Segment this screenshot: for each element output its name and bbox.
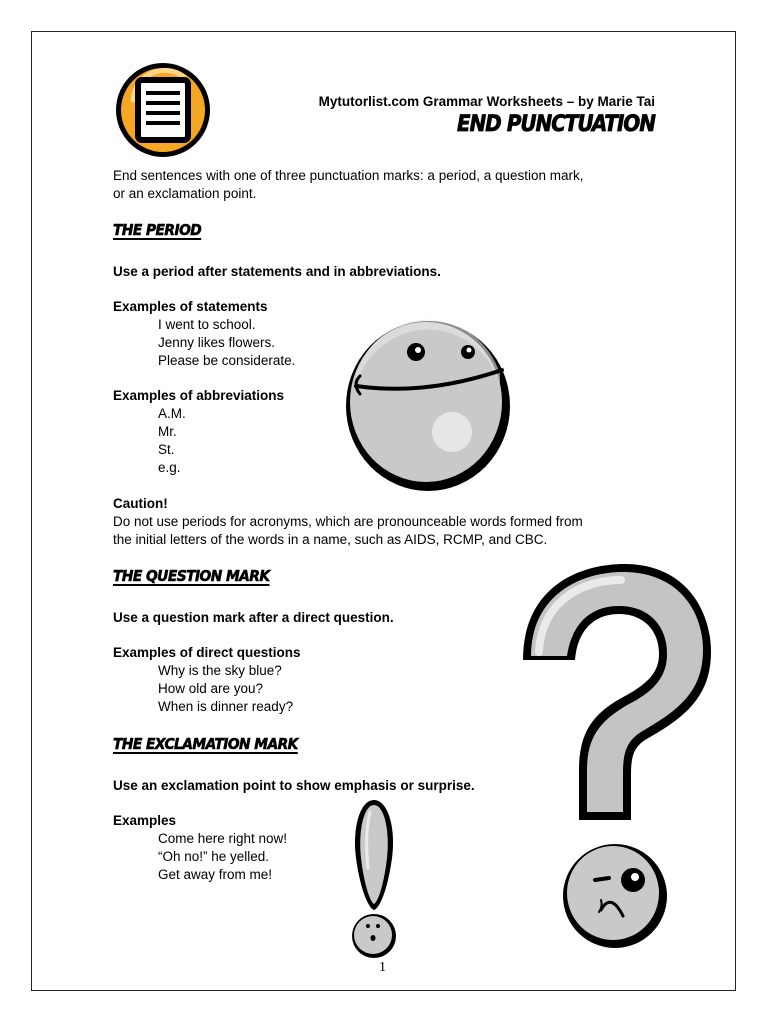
- exclamation-mark-character-icon: [348, 798, 400, 960]
- statement-example: Please be considerate.: [158, 353, 296, 368]
- document-logo-icon: [113, 60, 213, 160]
- statement-example: Jenny likes flowers.: [158, 335, 276, 350]
- statement-example: I went to school.: [158, 317, 256, 332]
- exclamation-heading: THE EXCLAMATION MARK: [113, 735, 298, 753]
- exclamation-example: “Oh no!” he yelled.: [158, 849, 270, 864]
- exclamation-rule: Use an exclamation point to show emphasis or surprise.: [113, 778, 475, 793]
- question-examples-label: Examples of direct questions: [113, 645, 301, 660]
- exclamation-examples-label: Examples: [113, 813, 177, 828]
- question-rule: Use a question mark after a direct question.: [113, 610, 394, 625]
- period-rule: Use a period after statements and in abbreviations.: [113, 264, 441, 279]
- question-example: How old are you?: [158, 681, 264, 696]
- caution-line-2: the initial letters of the words in a name, such as AIDS, RCMP, and CBC.: [113, 532, 548, 547]
- caution-label: Caution!: [113, 496, 168, 511]
- abbreviation-example: e.g.: [158, 460, 181, 475]
- abbreviations-label: Examples of abbreviations: [113, 388, 285, 403]
- intro-line-2: or an exclamation point.: [113, 186, 257, 201]
- page-title: END PUNCTUATION: [456, 112, 655, 137]
- question-example: When is dinner ready?: [158, 699, 294, 714]
- intro-line-1: End sentences with one of three punctuation marks: a period, a question mark,: [113, 168, 584, 183]
- exclamation-example: Come here right now!: [158, 831, 288, 846]
- question-heading: THE QUESTION MARK: [113, 567, 270, 585]
- exclamation-example: Get away from me!: [158, 867, 273, 882]
- abbreviation-example: St.: [158, 442, 175, 457]
- question-mark-character-icon: [515, 560, 715, 955]
- page-number: 1: [379, 960, 386, 975]
- caution-line-1: Do not use periods for acronyms, which are pronounceable words formed from: [113, 514, 583, 529]
- period-heading: THE PERIOD: [113, 221, 202, 239]
- worksheet-subtitle: Mytutorlist.com Grammar Worksheets – by Marie Tai: [318, 94, 655, 109]
- statements-label: Examples of statements: [113, 299, 268, 314]
- abbreviation-example: Mr.: [158, 424, 177, 439]
- abbreviation-example: A.M.: [158, 406, 186, 421]
- question-example: Why is the sky blue?: [158, 663, 282, 678]
- period-character-icon: [340, 314, 512, 492]
